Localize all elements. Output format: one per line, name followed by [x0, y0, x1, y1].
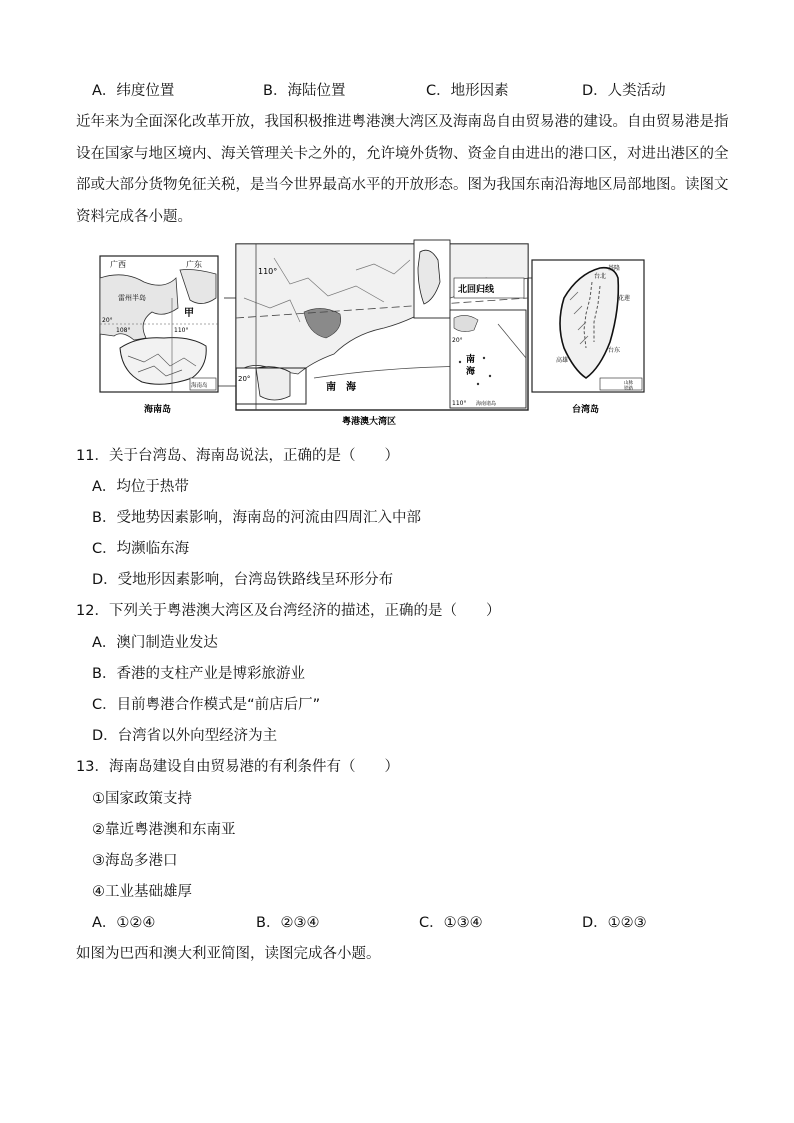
hainan-label-0: 广西 [110, 260, 126, 269]
q11-option-c[interactable]: C．均濒临东海 [92, 541, 190, 557]
q13-option-b[interactable]: B．②③④ [256, 915, 320, 931]
gba-label-6: 20° [452, 337, 463, 344]
taiwan-label-4: 台北 [594, 273, 607, 280]
q10-option-d[interactable]: D．人类活动 [582, 83, 666, 99]
q13-option-a[interactable]: A．①②④ [92, 915, 156, 931]
taiwan-label-3: 高雄 [556, 357, 569, 364]
taiwan-caption: 台湾岛 [572, 405, 600, 415]
gba-label-8: 海 [466, 367, 476, 377]
q13-options [92, 913, 732, 933]
hainan-label-6: 110° [174, 327, 189, 334]
q13-item-3: ③海岛多港口 [92, 853, 178, 869]
hainan-label-3: 甲 [184, 308, 194, 319]
taiwan-label-2: 台东 [608, 347, 621, 354]
gba-label-4: 海南诸岛 [476, 401, 497, 407]
gba-label-5: 110° [452, 400, 467, 407]
hainan-label-5: 108° [116, 327, 131, 334]
q10-option-b[interactable]: B．海陆位置 [263, 83, 346, 99]
q12-stem: 12．下列关于粤港澳大湾区及台湾经济的描述，正确的是（ ） [76, 603, 501, 619]
q13-option-c[interactable]: C．①③④ [419, 915, 483, 931]
gba-label-7: 南 [466, 355, 476, 365]
hainan-caption: 海南岛 [144, 405, 172, 415]
q13-stem: 13．海南岛建设自由贸易港的有利条件有（ ） [76, 759, 399, 775]
q13-item-1: ①国家政策支持 [92, 791, 192, 807]
hainan-label-2: 雷州半岛 [118, 294, 146, 302]
intro-line-3: 部或大部分货物免征关税，是当今世界最高水平的开放形态。图为我国东南沿海地区局部地图。读图文 [76, 177, 729, 193]
q10-option-c[interactable]: C．地形因素 [426, 83, 509, 99]
q11-stem: 11．关于台湾岛、海南岛说法，正确的是（ ） [76, 448, 399, 464]
map-figure-svg [94, 238, 654, 430]
taiwan-label-0: 基隆 [608, 265, 621, 272]
gba-label-0: 110° [258, 267, 278, 276]
q10-options [92, 81, 732, 101]
q13-option-d[interactable]: D．①②③ [582, 915, 647, 931]
q12-option-a[interactable]: A．澳门制造业发达 [92, 635, 218, 651]
hainan-label-4: 20° [102, 317, 113, 324]
q12-option-d[interactable]: D．台湾省以外向型经济为主 [92, 728, 278, 744]
hainan-label-7: 海南岛 [191, 383, 208, 389]
q13-item-4: ④工业基础雄厚 [92, 884, 192, 900]
taiwan-label-6: 铁路 [624, 386, 633, 392]
q11-option-d[interactable]: D．受地形因素影响，台湾岛铁路线呈环形分布 [92, 572, 394, 588]
gba-label-1: 20° [238, 375, 251, 383]
q12-option-c[interactable]: C．目前粤港合作模式是“前店后厂” [92, 697, 321, 713]
hainan-label-1: 广东 [186, 260, 202, 269]
gba-map [218, 240, 528, 427]
gba-caption: 粤港澳大湾区 [342, 417, 397, 427]
taiwan-map [528, 260, 644, 415]
q11-option-a[interactable]: A．均位于热带 [92, 479, 189, 495]
q12-option-b[interactable]: B．香港的支柱产业是博彩旅游业 [92, 666, 305, 682]
intro-line-2: 设在国家与地区境内、海关管理关卡之外的，允许境外货物、资金自由进出的港口区，对进出港区的全 [76, 145, 729, 162]
q13-item-2: ②靠近粤港澳和东南亚 [92, 822, 236, 838]
intro-paragraph [76, 107, 744, 233]
q10-option-a[interactable]: A．纬度位置 [92, 83, 175, 99]
map-figure [94, 238, 654, 430]
q11-option-b[interactable]: B．受地势因素影响，海南岛的河流由四周汇入中部 [92, 510, 421, 526]
taiwan-label-5: 山脉 [624, 381, 633, 386]
hainan-map [100, 256, 218, 415]
gba-label-3: 北回归线 [458, 285, 495, 295]
intro-line-1: 近年来为全面深化改革开放，我国积极推进粤港澳大湾区及海南岛自由贸易港的建设。自由贸易港是指 [76, 114, 729, 130]
taiwan-label-1: 花莲 [618, 295, 631, 302]
intro-line-4: 资料完成各小题。 [76, 208, 192, 225]
gba-label-2: 南 海 [326, 382, 356, 393]
outro-text: 如图为巴西和澳大利亚简图，读图完成各小题。 [76, 946, 381, 962]
